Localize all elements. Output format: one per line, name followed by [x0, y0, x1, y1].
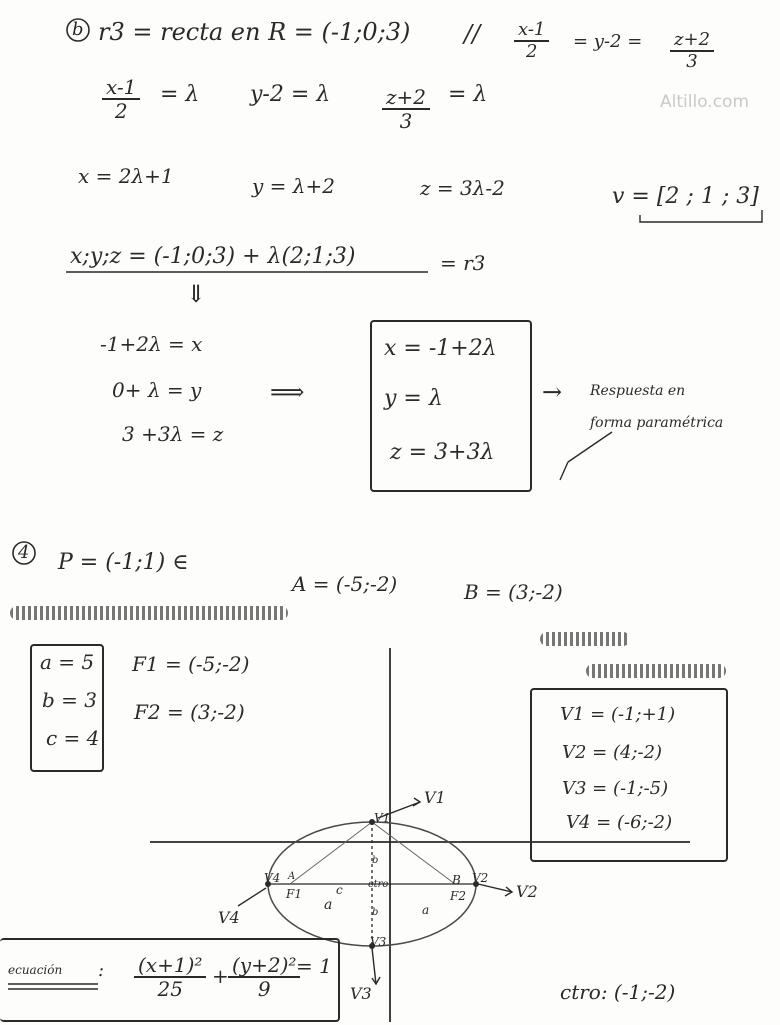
graph-v1: V1 [424, 788, 446, 807]
graph-v3-small: V3 [370, 935, 387, 949]
graph-b-top: b [372, 855, 379, 866]
vector-bracket [640, 210, 762, 222]
param-b: b = 3 [42, 688, 97, 712]
graph-b-bottom: b [372, 907, 379, 918]
boxed-line-2: y = λ [384, 386, 443, 411]
scribbled-text-right-2 [586, 664, 726, 678]
parallel-symbol: // [464, 20, 481, 48]
graph-a-left: a [324, 897, 333, 913]
graph-c: c [336, 883, 343, 897]
param-y: y = λ+2 [252, 174, 335, 198]
sym-eq-mid: = y-2 = [573, 31, 643, 52]
lambda-eq-x: $\frac{x-1}{2}$ [102, 76, 140, 122]
point-b: B = (3;-2) [464, 580, 563, 604]
answer-note-1: Respuesta en [590, 383, 686, 399]
graph-v2-small: V2 [472, 871, 489, 885]
check-mark [560, 432, 612, 480]
answer-note-2: forma paramétrica [590, 415, 724, 431]
scribbled-text-right-1 [540, 632, 630, 646]
answer-arrow: → [542, 378, 563, 406]
param-a: a = 5 [40, 650, 95, 674]
direction-vector: v = [2 ; 1 ; 3] [612, 184, 759, 209]
sym-eq-x: $\frac{x-1}{2}$ [514, 20, 549, 62]
part-b-label: b [72, 19, 84, 40]
equation-label: ecuación [8, 963, 63, 977]
boxed-line-1: x = -1+2λ [384, 336, 497, 361]
vertex-1: V1 = (-1;+1) [560, 704, 676, 725]
equation-term-1: $\frac{\text{(x+1)²}}{25}$ [134, 954, 206, 1000]
implies-arrow: ⟹ [270, 378, 305, 406]
graph-a-right: a [422, 903, 430, 917]
param-z: z = 3λ-2 [420, 176, 505, 200]
lambda-eq-x-rhs: = λ [160, 82, 200, 107]
system-line-3: 3 +3λ = z [122, 422, 224, 446]
focus-2: F2 = (3;-2) [134, 700, 245, 724]
graph-v1-small: V1 [374, 811, 391, 825]
boxed-line-3: z = 3+3λ [390, 440, 495, 465]
lambda-eq-y: y-2 = λ [250, 82, 331, 107]
graph-f1: F1 [286, 887, 302, 901]
vector-line-rhs: = r3 [440, 251, 486, 275]
equation-term-2: $\frac{\text{(y+2)²}}{9}$ [228, 954, 300, 1000]
graph-ctro: ctro [368, 879, 389, 890]
param-x: x = 2λ+1 [78, 164, 174, 188]
lambda-eq-z: $\frac{z+2}{3}$ [382, 86, 430, 132]
point-a: A = (-5;-2) [292, 572, 398, 596]
equation-rhs: = 1 [296, 954, 332, 978]
vertex-3: V3 = (-1;-5) [562, 778, 669, 799]
watermark: Altillo.com [660, 92, 750, 112]
graph-B: B [452, 873, 461, 887]
graph-v2: V2 [516, 882, 538, 901]
scribbled-text [10, 606, 288, 620]
focus-1: F1 = (-5;-2) [132, 652, 250, 676]
center-point: ctro: (-1;-2) [560, 980, 676, 1004]
point-p: P = (-1;1) ∈ [58, 550, 189, 575]
graph-v3: V3 [350, 984, 372, 1003]
down-arrow: ⇓ [186, 280, 207, 308]
vertex-2: V2 = (4;-2) [562, 742, 663, 763]
part-4-label: 4 [18, 542, 30, 563]
graph-v4: V4 [218, 908, 240, 927]
lambda-eq-z-rhs: = λ [448, 82, 488, 107]
graph-A: A [288, 871, 296, 882]
system-line-1: -1+2λ = x [100, 332, 203, 356]
param-c: c = 4 [46, 726, 100, 750]
system-line-2: 0+ λ = y [112, 378, 202, 402]
graph-f2: F2 [450, 889, 466, 903]
vector-line-equation: x;y;z = (-1;0;3) + λ(2;1;3) [70, 244, 356, 269]
vertex-4: V4 = (-6;-2) [566, 812, 673, 833]
sym-eq-z: $\frac{z+2}{3}$ [670, 30, 714, 72]
graph-v4-small: V4 [264, 871, 281, 885]
equation-plus: + [212, 964, 229, 988]
part-b-heading: r3 = recta en R = (-1;0;3) [98, 18, 411, 46]
